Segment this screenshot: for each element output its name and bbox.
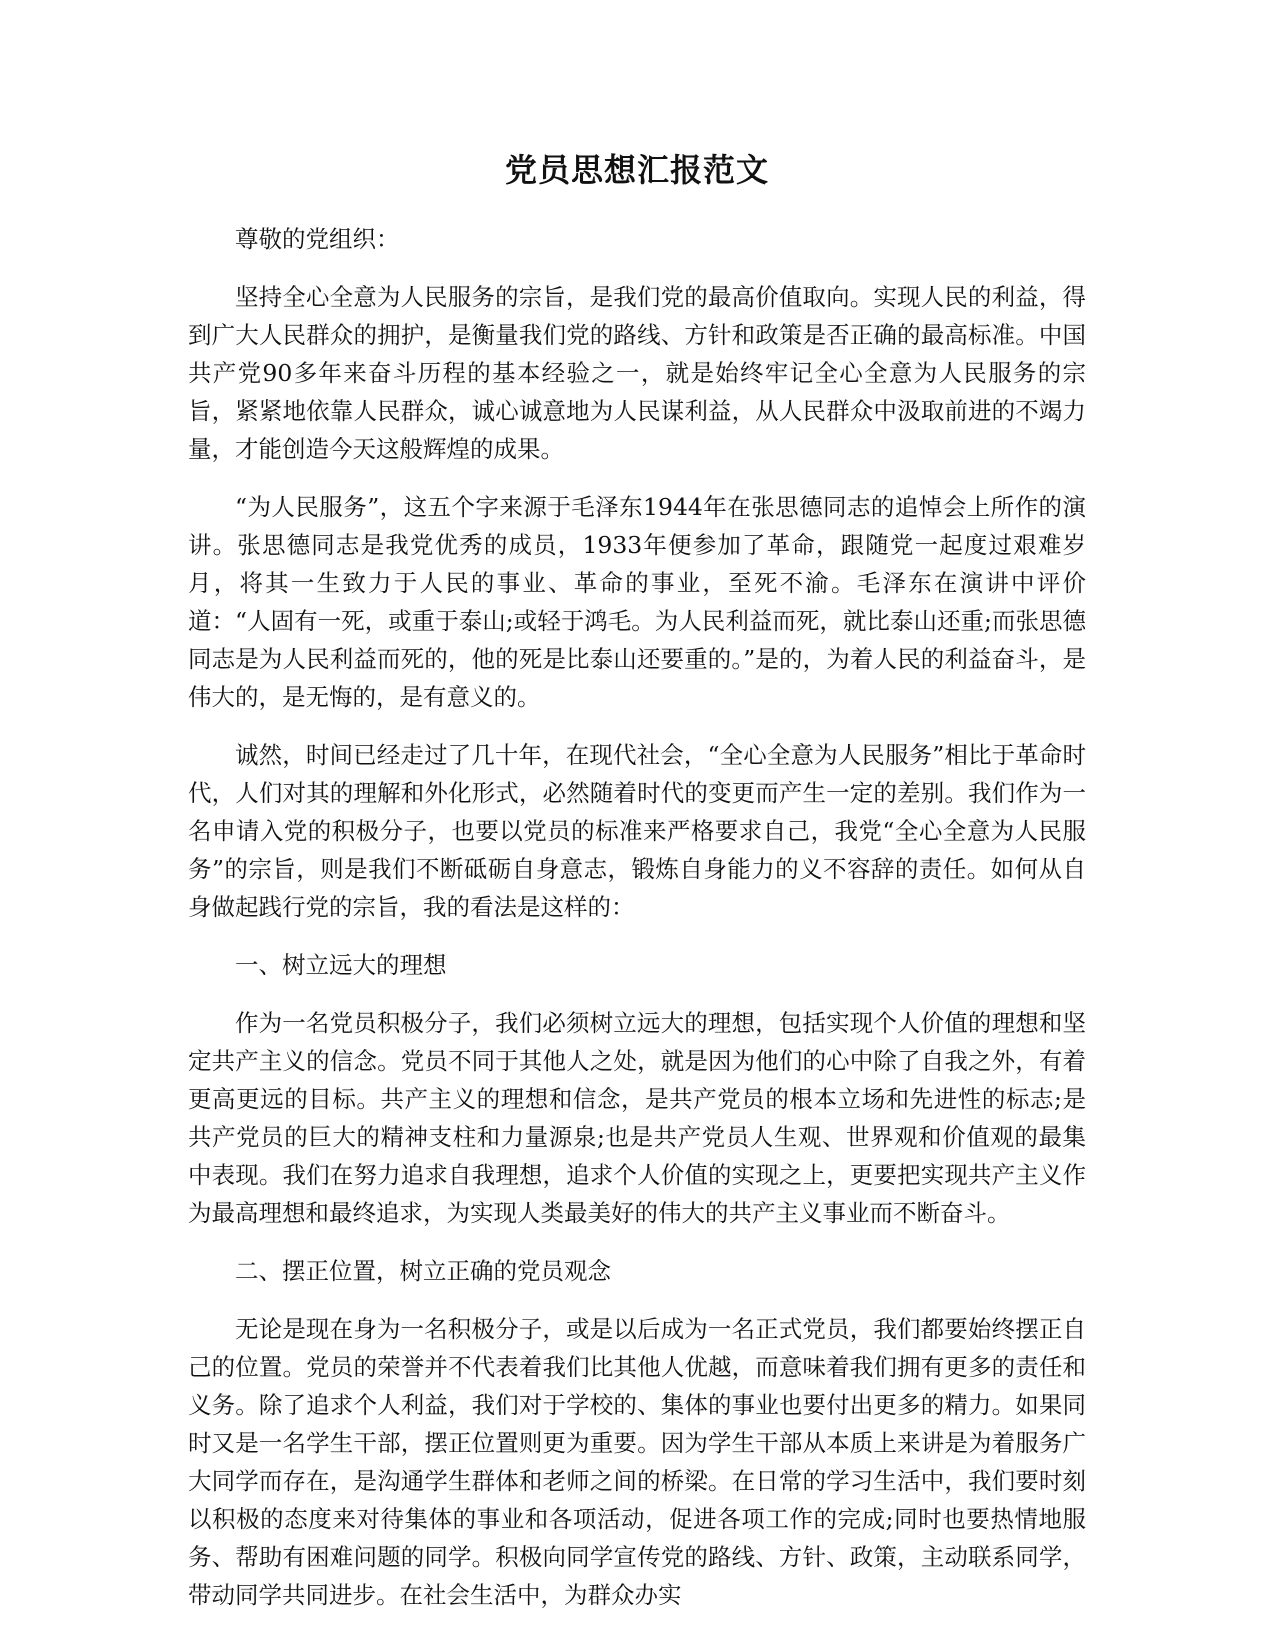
section-heading-2: 二、摆正位置，树立正确的党员观念 [235,1257,611,1285]
paragraph-modern-society: 诚然，时间已经走过了几十年，在现代社会，“全心全意为人民服务”相比于革命时代，人们对其的理解和外化形式，必然随着时代的变更而产生一定的差别。我们作为一名申请入党的积极分子，也要以党员的标准来严格要求自己，我党“全心全意为人民服务”的宗旨，则是我们不断砥砺自身意志，锻炼自身能力的义不容辞的责任。如何从自身做起践行党的宗旨，我的看法是这样的： [188,741,1086,921]
salutation: 尊敬的党组织： [235,225,400,253]
paragraph-intro: 坚持全心全意为人民服务的宗旨，是我们党的最高价值取向。实现人民的利益，得到广大人民群众的拥护，是衡量我们党的路线、方针和政策是否正确的最高标准。中国共产党90多年来奋斗历程的基本经验之一，就是始终牢记全心全意为人民服务的宗旨，紧紧地依靠人民群众，诚心诚意地为人民谋利益，从人民群众中汲取前进的不竭力量，才能创造今天这般辉煌的成果。 [188,283,1086,463]
document-content [188,148,1086,1634]
document-title: 党员思想汇报范文 [504,151,769,189]
section-body-2: 无论是现在身为一名积极分子，或是以后成为一名正式党员，我们都要始终摆正自己的位置。党员的荣誉并不代表着我们比其他人优越，而意味着我们拥有更多的责任和义务。除了追求个人利益，我们对于学校的、集体的事业也要付出更多的精力。如果同时又是一名学生干部，摆正位置则更为重要。因为学生干部从本质上来讲是为着服务广大同学而存在，是沟通学生群体和老师之间的桥梁。在日常的学习生活中，我们要时刻以积极的态度来对待集体的事业和各项活动，促进各项工作的完成;同时也要热情地服务、帮助有困难问题的同学。积极向同学宣传党的路线、方针、政策，主动联系同学，带动同学共同进步。在社会生活中，为群众办实 [188,1315,1086,1609]
section-body-1: 作为一名党员积极分子，我们必须树立远大的理想，包括实现个人价值的理想和坚定共产主义的信念。党员不同于其他人之处，就是因为他们的心中除了自我之外，有着更高更远的目标。共产主义的理想和信念，是共产党员的根本立场和先进性的标志;是共产党员的巨大的精神支柱和力量源泉;也是共产党员人生观、世界观和价值观的最集中表现。我们在努力追求自我理想，追求个人价值的实现之上，更要把实现共产主义作为最高理想和最终追求，为实现人类最美好的伟大的共产主义事业而不断奋斗。 [188,1009,1086,1227]
paragraph-serve-people: “为人民服务”，这五个字来源于毛泽东1944年在张思德同志的追悼会上所作的演讲。张思德同志是我党优秀的成员，1933年便参加了革命，跟随党一起度过艰难岁月，将其一生致力于人民的事业、革命的事业，至死不渝。毛泽东在演讲中评价道：“人固有一死，或重于泰山;或轻于鸿毛。为人民利益而死，就比泰山还重;而张思德同志是为人民利益而死的，他的死是比泰山还要重的。”是的，为着人民的利益奋斗，是伟大的，是无悔的，是有意义的。 [188,493,1086,711]
section-heading-1: 一、树立远大的理想 [235,951,447,979]
